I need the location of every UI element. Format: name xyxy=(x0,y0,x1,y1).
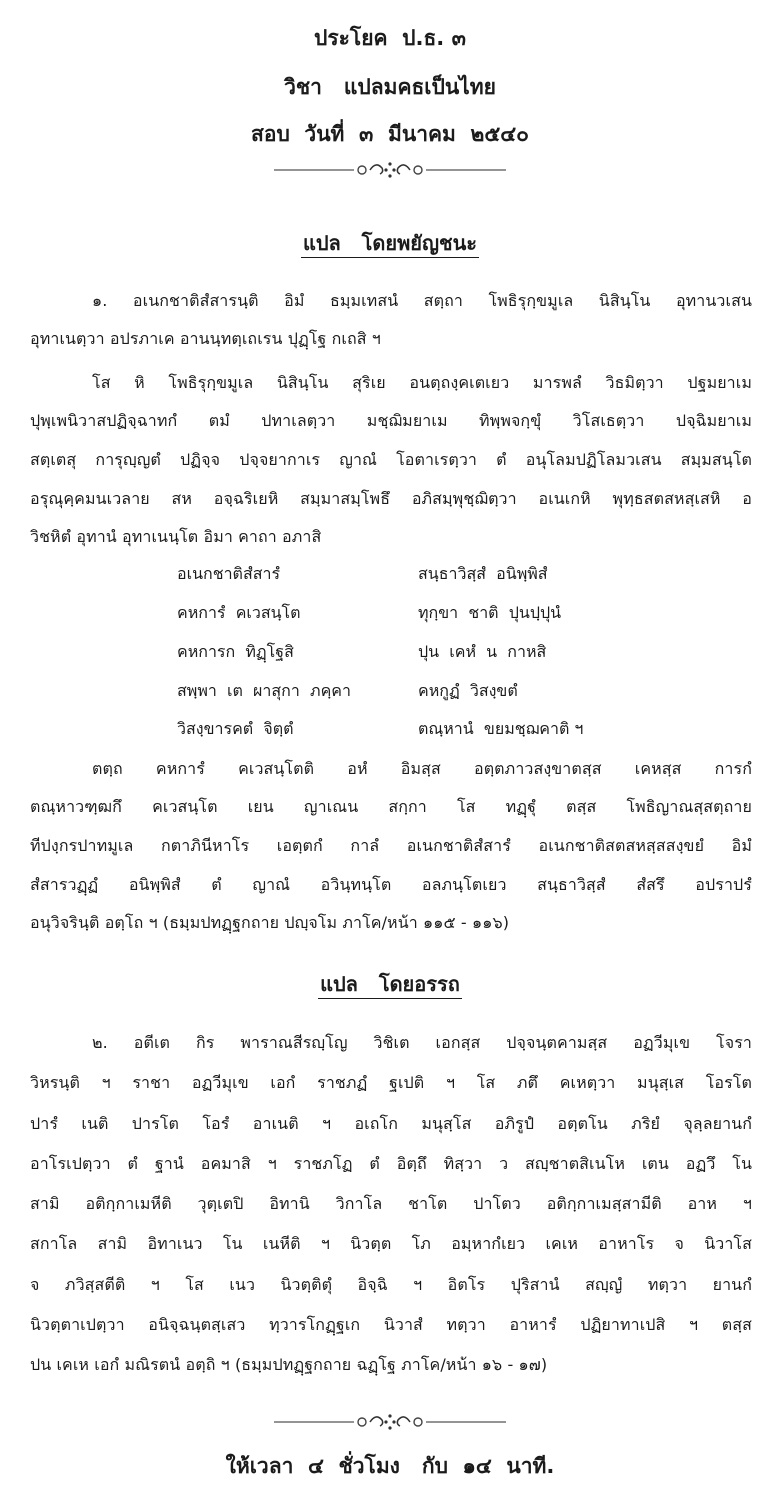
text-line: อาโรเปตฺวา ตํ ฐานํ อคมาสิ ฯ ราชภโฏ ตํ อิตฺถึ ทิสฺวา ว สญฺชาตสิเนโห เตน อฏวึ โน xyxy=(30,1154,752,1173)
text-line: สามิ อติกฺกาเมหีติ วุตฺเตปิ อิทานิ วิกาโล ชาโต ปาโตว อติกฺกาเมสฺสามีติ อาห ฯ xyxy=(30,1194,752,1213)
verse-right: ปุน เคหํ น กาหสิ xyxy=(418,642,547,661)
text-line: โส หิ โพธิรุกฺขมูเล นิสินฺโน สุริเย อนตฺถงฺคเตเยว มารพลํ วิธมิตฺวา ปฐมยาเม xyxy=(92,373,752,392)
verse-left: อเนกชาติสํสารํ xyxy=(177,564,281,583)
exam-level: ประโยค ป.ธ. ๓ xyxy=(314,26,466,50)
text-line: อุทาเนตฺวา อปรภาเค อานนฺทตฺเถเรน ปุฏฺโฐ กเถสิ ฯ xyxy=(30,329,381,348)
text-line: ทีปงฺกรปาทมูเล กตาภินีหาโร เอตฺตกํ กาลํ อเนกชาติสํสารํ อเนกชาติสตสหสฺสสงฺขยํ อิมํ xyxy=(30,836,752,855)
divider-ornament-top xyxy=(0,158,780,186)
text-line: ปน เคเห เอกํ มณิรตนํ อตฺถิ ฯ (ธมฺมปทฏฺฐกถาย ฉฏฺโฐ ภาโค/หน้า ๑๖ - ๑๗) xyxy=(30,1355,548,1374)
text-line: ๒. อตีเต กิร พาราณสีรญฺโญ วิชิเต เอกสฺส ปจฺจนฺตคามสฺส อฏวีมุเข โจรา xyxy=(92,1033,752,1052)
exam-date: สอบ วันที่ ๓ มีนาคม ๒๕๔๐ xyxy=(251,122,529,146)
divider-ornament-icon xyxy=(270,158,510,182)
verse-right: คหกูฏํ วิสงฺขตํ xyxy=(418,681,518,700)
text-line: สํสารวฏฺฏํ อนิพฺพิสํ ตํ ญาณํ อวินฺทนฺโต อลภนฺโตเยว สนฺธาวิสฺสํ สํสรึ อปราปรํ xyxy=(30,875,752,894)
verse-right: ตณฺหานํ ขยมชฺฌคาติ ฯ xyxy=(418,719,584,738)
text-line: วิชหิตํ อุทานํ อุทาเนนฺโต อิมา คาถา อภาสิ xyxy=(30,527,322,546)
text-line: สกาโล สามิ อิทาเนว โน เนหีติ ฯ นิวตฺต โภ อมฺหากํเยว เคเห อาหาโร จ นิวาโส xyxy=(30,1234,752,1253)
text-line: อรุณุคฺคมนเวลาย สห อจฺฉริเยหิ สมฺมาสมฺโพธึ อภิสมฺพุชฺฌิตฺวา อเนเกหิ พุทฺธสตสหสฺเสหิ อ xyxy=(30,489,752,508)
text-line: ๑. อเนกชาติสํสารนฺติ อิมํ ธมฺมเทสนํ สตฺถา โพธิรุกฺขมูเล นิสินฺโน อุทานวเสน xyxy=(92,291,752,310)
text-line: นิวตฺตาเปตฺวา อนิจฺฉนฺตสฺเสว ทฺวารโกฏฺฐเก นิวาสํ ทตฺวา อาหารํ ปฏิยาทาเปสิ ฯ ตสฺส xyxy=(30,1315,752,1334)
text-line: สตฺเตสุ การุญฺญตํ ปฏิจฺจ ปจฺจยากาเร ญาณํ โอตาเรตฺวา ตํ อนุโลมปฏิโลมวเสน สมฺมสนฺโต xyxy=(30,450,752,469)
text-line: วิหรนฺติ ฯ ราชา อฏวีมุเข เอกํ ราชภฏํ ฐเปติ ฯ โส ภตึ คเหตฺวา มนุสฺเส โอรโต xyxy=(30,1073,752,1092)
divider-ornament-icon xyxy=(270,1410,510,1434)
verse-right: ทุกฺขา ชาติ ปุนปฺปุนํ xyxy=(418,603,562,622)
section-title-meaning: แปล โดยอรรถ xyxy=(0,971,780,997)
verse-left: วิสงฺขารคตํ จิตฺตํ xyxy=(177,719,294,738)
verse-left: คหการก ทิฏฺโฐสิ xyxy=(177,642,294,661)
text-line: ปารํ เนติ ปารโต โอรํ อาเนติ ฯ อเถโก มนุสฺโส อภิรูปํ อตฺตโน ภริยํ จุลฺลยานกํ xyxy=(30,1114,752,1133)
text-line: ตณฺหาวฑฺฒกึ คเวสนฺโต เยน ญาเณน สกฺกา โส ทฏฺฐุํ ตสฺส โพธิญาณสฺสตฺถาย xyxy=(30,797,752,816)
text-line: ปุพฺเพนิวาสปฏิจฺฉาทกํ ตมํ ปทาเลตฺวา มชฺฌิมยาเม ทิพฺพจกฺขุํ วิโสเธตฺวา ปจฺฉิมยาเม xyxy=(30,411,752,430)
section-title-literal: แปล โดยพยัญชนะ xyxy=(0,230,780,256)
divider-ornament-bottom xyxy=(0,1410,780,1438)
exam-subject: วิชา แปลมคธเป็นไทย xyxy=(284,75,496,99)
text-line: จ ภวิสฺสตีติ ฯ โส เนว นิวตฺติตุํ อิจฺฉิ ฯ อิตโร ปุริสานํ สญฺญํ ทตฺวา ยานกํ xyxy=(30,1275,752,1294)
time-allowed: ให้เวลา ๔ ชั่วโมง กับ ๑๔ นาที. xyxy=(225,1454,555,1478)
verse-right: สนฺธาวิสฺสํ อนิพฺพิสํ xyxy=(418,564,548,583)
text-line: อนุวิจรินฺติ อตฺโถ ฯ (ธมฺมปทฏฺฐกถาย ปญฺจโม ภาโค/หน้า ๑๑๕ - ๑๑๖) xyxy=(30,913,510,932)
verse-left: คหการํ คเวสนฺโต xyxy=(177,603,301,622)
text-line: ตตฺถ คหการํ คเวสนฺโตติ อหํ อิมสฺส อตฺตภาวสงฺขาตสฺส เคหสฺส การกํ xyxy=(92,759,752,778)
verse-left: สพฺพา เต ผาสุกา ภคฺคา xyxy=(177,681,351,700)
